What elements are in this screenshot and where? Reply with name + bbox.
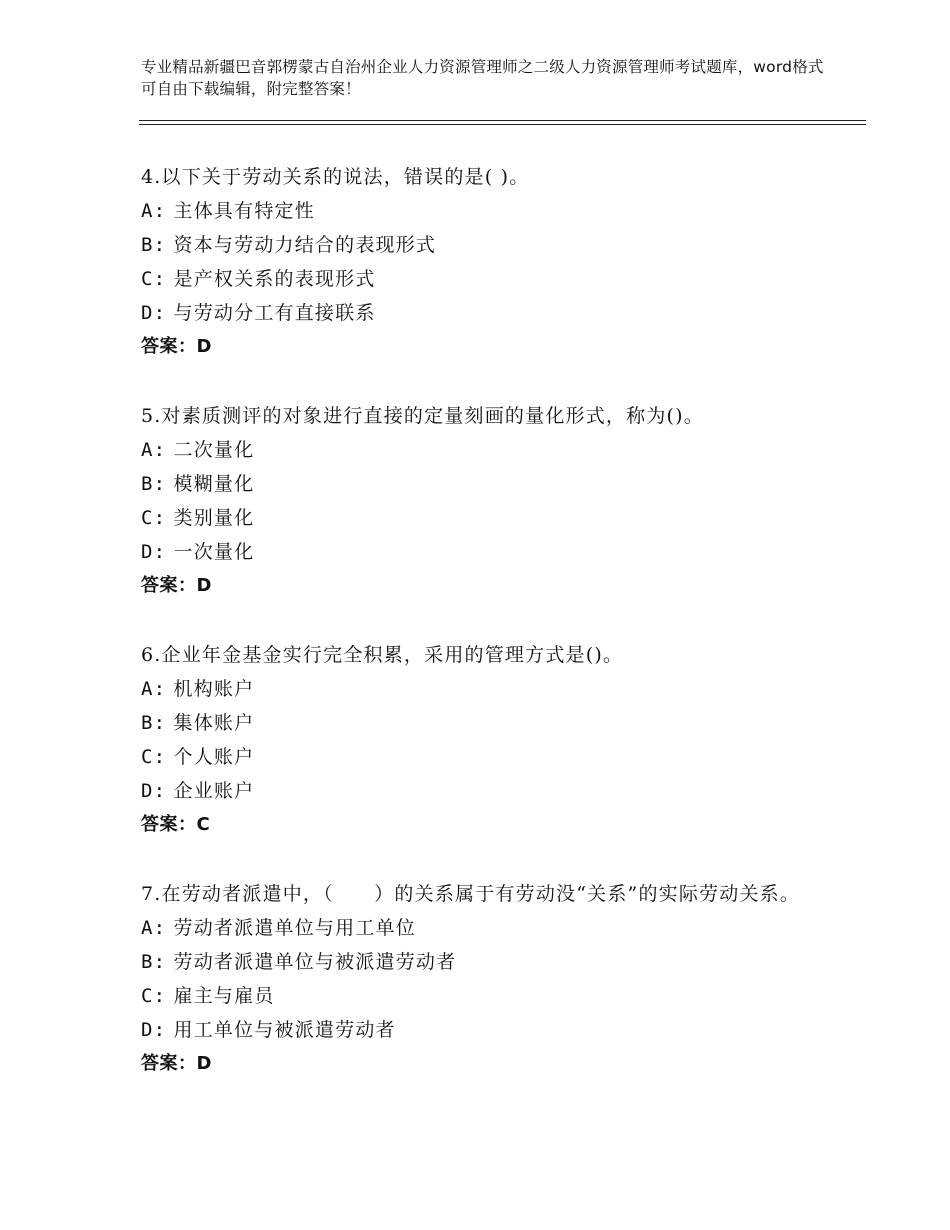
question-text: 4.以下关于劳动关系的说法，错误的是( )。 — [141, 166, 530, 188]
option-text: 是产权关系的表现形式 — [173, 268, 376, 290]
option-letter: D: — [141, 780, 167, 802]
option-a — [141, 433, 821, 467]
option-text: 劳动者派遣单位与用工单位 — [173, 917, 416, 939]
question-block — [141, 160, 821, 364]
option-a — [141, 911, 801, 945]
option-b — [141, 467, 821, 501]
header-divider — [139, 120, 866, 125]
option-b — [141, 706, 821, 740]
option-text: 类别量化 — [173, 507, 255, 529]
option-c — [141, 262, 821, 296]
option-letter: B: — [141, 234, 167, 256]
option-letter: A: — [141, 439, 167, 461]
option-a — [141, 194, 821, 228]
option-letter: A: — [141, 917, 167, 939]
document-header — [141, 56, 831, 100]
option-text: 雇主与雇员 — [173, 985, 275, 1007]
option-letter: B: — [141, 712, 167, 734]
option-letter: D: — [141, 541, 167, 563]
option-text: 用工单位与被派遣劳动者 — [173, 1019, 396, 1041]
option-letter: D: — [141, 302, 167, 324]
option-text: 模糊量化 — [173, 473, 255, 495]
question-text: 7.在劳动者派遣中，（ ）的关系属于有劳动没“关系”的实际劳动关系。 — [141, 883, 801, 905]
option-letter: B: — [141, 473, 167, 495]
option-text: 劳动者派遣单位与被派遣劳动者 — [173, 951, 457, 973]
option-d — [141, 535, 821, 569]
option-letter: B: — [141, 951, 167, 973]
answer-label: 答案：C — [141, 814, 211, 835]
question-block — [141, 877, 801, 1081]
option-letter: C: — [141, 268, 167, 290]
option-c — [141, 740, 821, 774]
option-c — [141, 501, 821, 535]
option-c — [141, 979, 801, 1013]
option-letter: A: — [141, 200, 167, 222]
option-d — [141, 774, 821, 808]
option-text: 主体具有特定性 — [173, 200, 315, 222]
option-d — [141, 1013, 801, 1047]
answer-label: 答案：D — [141, 1053, 212, 1074]
answer-label: 答案：D — [141, 336, 212, 357]
option-text: 资本与劳动力结合的表现形式 — [173, 234, 437, 256]
option-b — [141, 228, 821, 262]
option-text: 与劳动分工有直接联系 — [173, 302, 376, 324]
option-text: 二次量化 — [173, 439, 255, 461]
header-text: 专业精品新疆巴音郭楞蒙古自治州企业人力资源管理师之二级人力资源管理师考试题库，word格式可自由下载编辑，附完整答案！ — [141, 58, 824, 98]
option-letter: C: — [141, 985, 167, 1007]
option-text: 企业账户 — [173, 780, 255, 802]
option-d — [141, 296, 821, 330]
option-b — [141, 945, 801, 979]
option-letter: D: — [141, 1019, 167, 1041]
question-block — [141, 399, 821, 603]
option-text: 机构账户 — [173, 678, 255, 700]
option-letter: C: — [141, 507, 167, 529]
option-text: 一次量化 — [173, 541, 255, 563]
option-text: 个人账户 — [173, 746, 255, 768]
question-block — [141, 638, 821, 842]
question-text: 5.对素质测评的对象进行直接的定量刻画的量化形式，称为()。 — [141, 405, 704, 427]
option-letter: C: — [141, 746, 167, 768]
option-a — [141, 672, 821, 706]
answer-label: 答案：D — [141, 575, 212, 596]
question-text: 6.企业年金基金实行完全积累，采用的管理方式是()。 — [141, 644, 624, 666]
option-letter: A: — [141, 678, 167, 700]
option-text: 集体账户 — [173, 712, 255, 734]
